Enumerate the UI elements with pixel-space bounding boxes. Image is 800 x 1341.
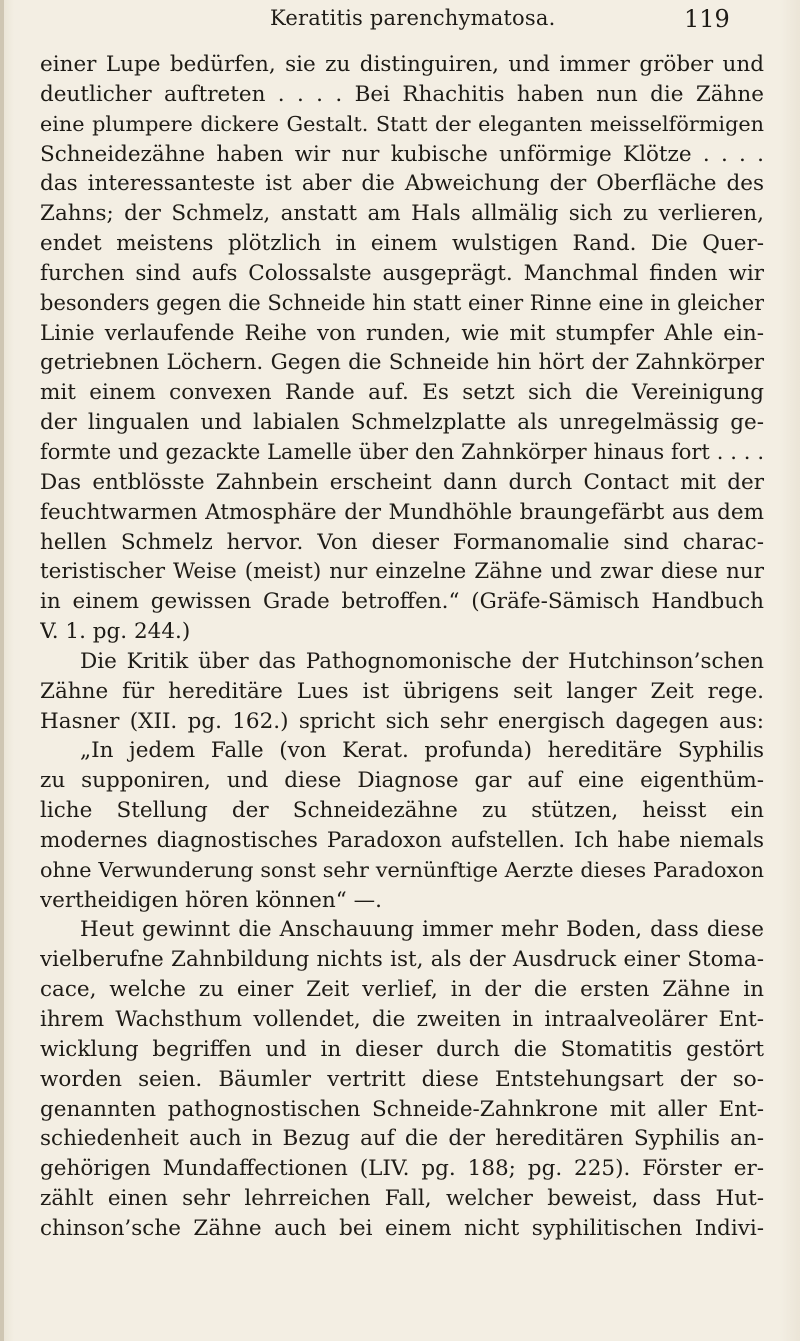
text-line: zählt einen sehr lehrreichen Fall, welcher beweist, dass Hut- <box>40 1186 764 1212</box>
text-line: zu supponiren, und diese Diagnose gar auf eine eigenthüm- <box>40 768 764 794</box>
text-line: formte und gezackte Lamelle über den Zahnkörper hinaus fort . . . . <box>40 439 764 464</box>
text-line: V. 1. pg. 244.) <box>40 619 191 645</box>
text-line: das interessanteste ist aber die Abweichung der Oberfläche des <box>40 171 764 197</box>
text-line: deutlicher auftreten . . . . Bei Rhachitis haben nun die Zähne <box>40 81 764 107</box>
text-line: Das entblösste Zahnbein erscheint dann durch Contact mit der <box>40 469 764 495</box>
text-line: Zähne für hereditäre Lues ist übrigens seit langer Zeit rege. <box>40 678 764 704</box>
text-line: schiedenheit auch in Bezug auf die der hereditären Syphilis an- <box>40 1126 764 1152</box>
page-header <box>0 0 800 40</box>
text-line: chinson’sche Zähne auch bei einem nicht syphilitischen Indivi- <box>40 1215 764 1241</box>
text-line: furchen sind aufs Colossalste ausgeprägt. Manchmal finden wir <box>40 260 764 286</box>
text-line: Heut gewinnt die Anschauung immer mehr Boden, dass diese <box>80 917 764 943</box>
text-line: Die Kritik über das Pathognomonische der Hutchinson’schen <box>80 648 764 674</box>
text-line: mit einem convexen Rande auf. Es setzt sich die Vereinigung <box>40 380 764 406</box>
text-line: Zahns; der Schmelz, anstatt am Hals allmälig sich zu verlieren, <box>40 201 764 227</box>
body-text <box>40 50 764 1244</box>
text-line: eine plumpere dickere Gestalt. Statt der eleganten meisselförmigen <box>40 111 764 136</box>
text-line: wicklung begriffen und in dieser durch die Stomatitis gestört <box>40 1036 764 1062</box>
text-line: besonders gegen die Schneide hin statt einer Rinne eine in gleicher <box>40 290 764 315</box>
text-line: cace, welche zu einer Zeit verlief, in der die ersten Zähne in <box>40 977 764 1003</box>
text-line: hellen Schmelz hervor. Von dieser Formanomalie sind charac- <box>40 529 764 555</box>
text-line: feuchtwarmen Atmosphäre der Mundhöhle braungefärbt aus dem <box>40 499 764 525</box>
text-line: vertheidigen hören können“ —. <box>40 887 382 913</box>
text-line: ihrem Wachsthum vollendet, die zweiten in intraalveolärer Ent- <box>40 1007 764 1032</box>
text-line: vielberufne Zahnbildung nichts ist, als der Ausdruck einer Stoma- <box>40 947 764 973</box>
text-line: in einem gewissen Grade betroffen.“ (Gräfe-Sämisch Handbuch <box>40 589 764 615</box>
text-line: „In jedem Falle (von Kerat. profunda) hereditäre Syphilis <box>80 738 764 764</box>
text-line: Linie verlaufende Reihe von runden, wie mit stumpfer Ahle ein- <box>40 320 764 346</box>
text-line: teristischer Weise (meist) nur einzelne Zähne und zwar diese nur <box>40 559 764 585</box>
text-line: gehörigen Mundaffectionen (LIV. pg. 188; pg. 225). Förster er- <box>40 1156 764 1182</box>
text-line: genannten pathognostischen Schneide-Zahnkrone mit aller Ent- <box>40 1096 764 1122</box>
text-line: liche Stellung der Schneidezähne zu stützen, heisst ein <box>40 798 764 824</box>
text-line: getriebnen Löchern. Gegen die Schneide hin hört der Zahnkörper <box>40 350 764 376</box>
text-line: worden seien. Bäumler vertritt diese Entstehungsart der so- <box>40 1066 764 1092</box>
page-left-edge <box>0 0 4 1341</box>
page-number: 119 <box>684 5 730 33</box>
text-line: modernes diagnostisches Paradoxon aufstellen. Ich habe niemals <box>40 827 764 853</box>
text-line: Schneidezähne haben wir nur kubische unförmige Klötze . . . . <box>40 141 764 167</box>
text-line: endet meistens plötzlich in einem wulstigen Rand. Die Quer- <box>40 231 764 257</box>
text-line: Hasner (XII. pg. 162.) spricht sich sehr energisch dagegen aus: <box>40 708 764 734</box>
text-line: ohne Verwunderung sonst sehr vernünftige Aerzte dieses Paradoxon <box>40 857 764 882</box>
text-line: der lingualen und labialen Schmelzplatte als unregelmässig ge- <box>40 410 764 436</box>
running-title: Keratitis parenchymatosa. <box>270 6 556 30</box>
text-line: einer Lupe bedürfen, sie zu distinguiren, und immer gröber und <box>40 52 764 77</box>
